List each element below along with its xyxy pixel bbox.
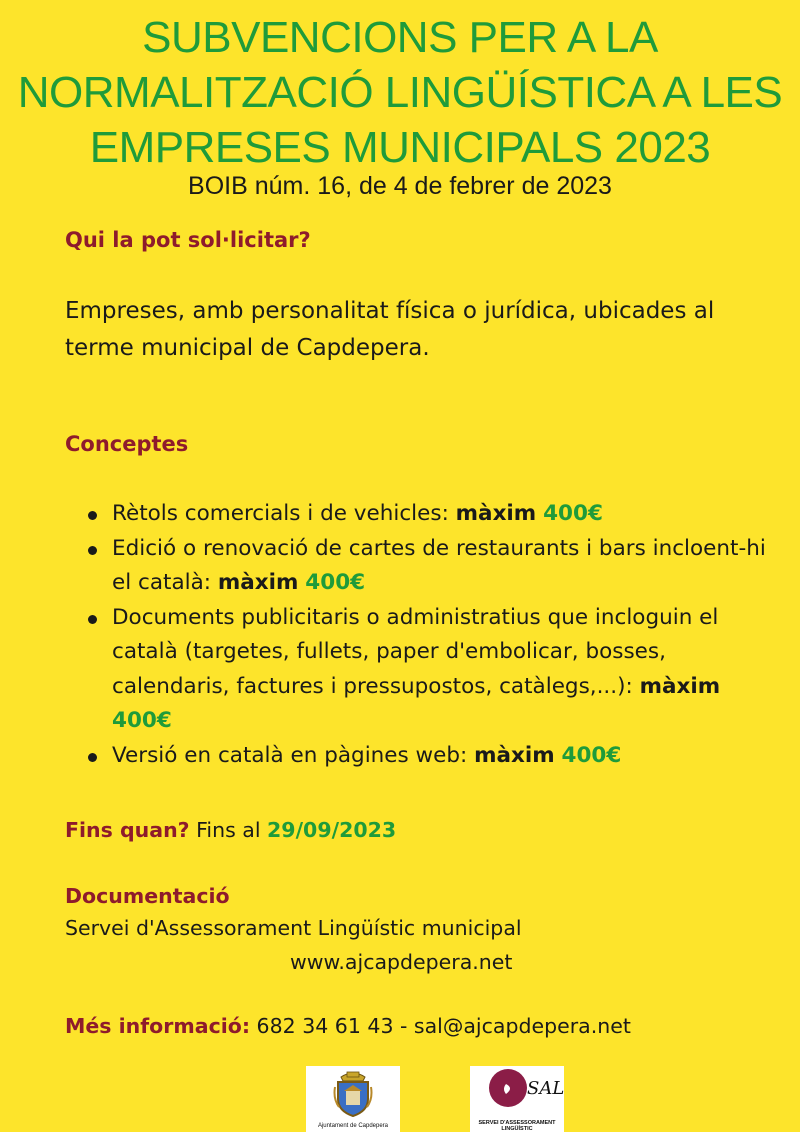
deadline-date: 29/09/2023 bbox=[267, 818, 397, 842]
concept-max: màxim bbox=[455, 501, 537, 526]
who-text: Empreses, amb personalitat física o jurídica, ubicades al terme municipal de Capdepera. bbox=[65, 298, 715, 361]
concept-max: màxim bbox=[474, 742, 555, 768]
deadline-prefix: Fins al bbox=[189, 818, 268, 842]
title-line-2: NORMALITZACIÓ LINGÜÍSTICA A LES bbox=[17, 68, 783, 117]
more-info-line bbox=[65, 1014, 631, 1038]
concept-amount: 400€ bbox=[561, 742, 622, 768]
concept-text: Documents publicitaris o administratius que incloguin el català (targetes, fullets, paper d'embolicar, bosses, calendaris, factures i pressupostos, catàlegs,...): bbox=[112, 604, 719, 699]
concepts-list bbox=[80, 497, 770, 773]
ajuntament-logo bbox=[306, 1066, 400, 1132]
sal-caption-1: SERVEI D'ASSESSORAMENT bbox=[478, 1120, 556, 1126]
poster-title bbox=[0, 10, 800, 175]
sal-logo bbox=[470, 1066, 564, 1132]
concept-max: màxim bbox=[639, 673, 721, 699]
sal-speech-icon bbox=[470, 1066, 564, 1116]
list-item bbox=[80, 497, 770, 532]
more-info-text: 682 34 61 43 - sal@ajcapdepera.net bbox=[250, 1014, 631, 1038]
more-info-label: Més informació: bbox=[65, 1014, 251, 1038]
concept-text: Rètols comercials i de vehicles: bbox=[112, 501, 456, 526]
who-heading: Qui la pot sol·licitar? bbox=[65, 228, 311, 252]
concept-text: Edició o renovació de cartes de restaurants i bars incloent-hi el català: bbox=[112, 535, 766, 595]
deadline-label: Fins quan? bbox=[65, 818, 190, 842]
list-item bbox=[80, 532, 770, 601]
concept-amount: 400€ bbox=[112, 708, 172, 733]
deadline-line bbox=[65, 818, 396, 842]
concept-amount: 400€ bbox=[305, 570, 366, 595]
sal-caption bbox=[470, 1120, 564, 1132]
list-item bbox=[80, 739, 770, 774]
boib-reference: BOIB núm. 16, de 4 de febrer de 2023 bbox=[188, 172, 612, 200]
sal-mark: SAL bbox=[527, 1078, 564, 1099]
coat-of-arms-icon bbox=[333, 1069, 373, 1117]
list-item bbox=[80, 601, 770, 739]
documentation-url[interactable]: www.ajcapdepera.net bbox=[290, 950, 513, 974]
concepts-heading: Conceptes bbox=[65, 432, 189, 456]
title-line-1: SUBVENCIONS PER A LA bbox=[142, 13, 658, 62]
sal-caption-2: LINGÜÍSTIC bbox=[501, 1126, 533, 1132]
documentation-heading: Documentació bbox=[65, 884, 230, 908]
concept-max: màxim bbox=[217, 570, 299, 595]
documentation-service: Servei d'Assessorament Lingüístic municipal bbox=[65, 916, 522, 940]
concept-amount: 400€ bbox=[543, 501, 603, 526]
ajuntament-caption: Ajuntament de Capdepera bbox=[317, 1123, 389, 1129]
title-line-3: EMPRESES MUNICIPALS 2023 bbox=[89, 123, 711, 172]
concept-text: Versió en català en pàgines web: bbox=[112, 742, 475, 768]
